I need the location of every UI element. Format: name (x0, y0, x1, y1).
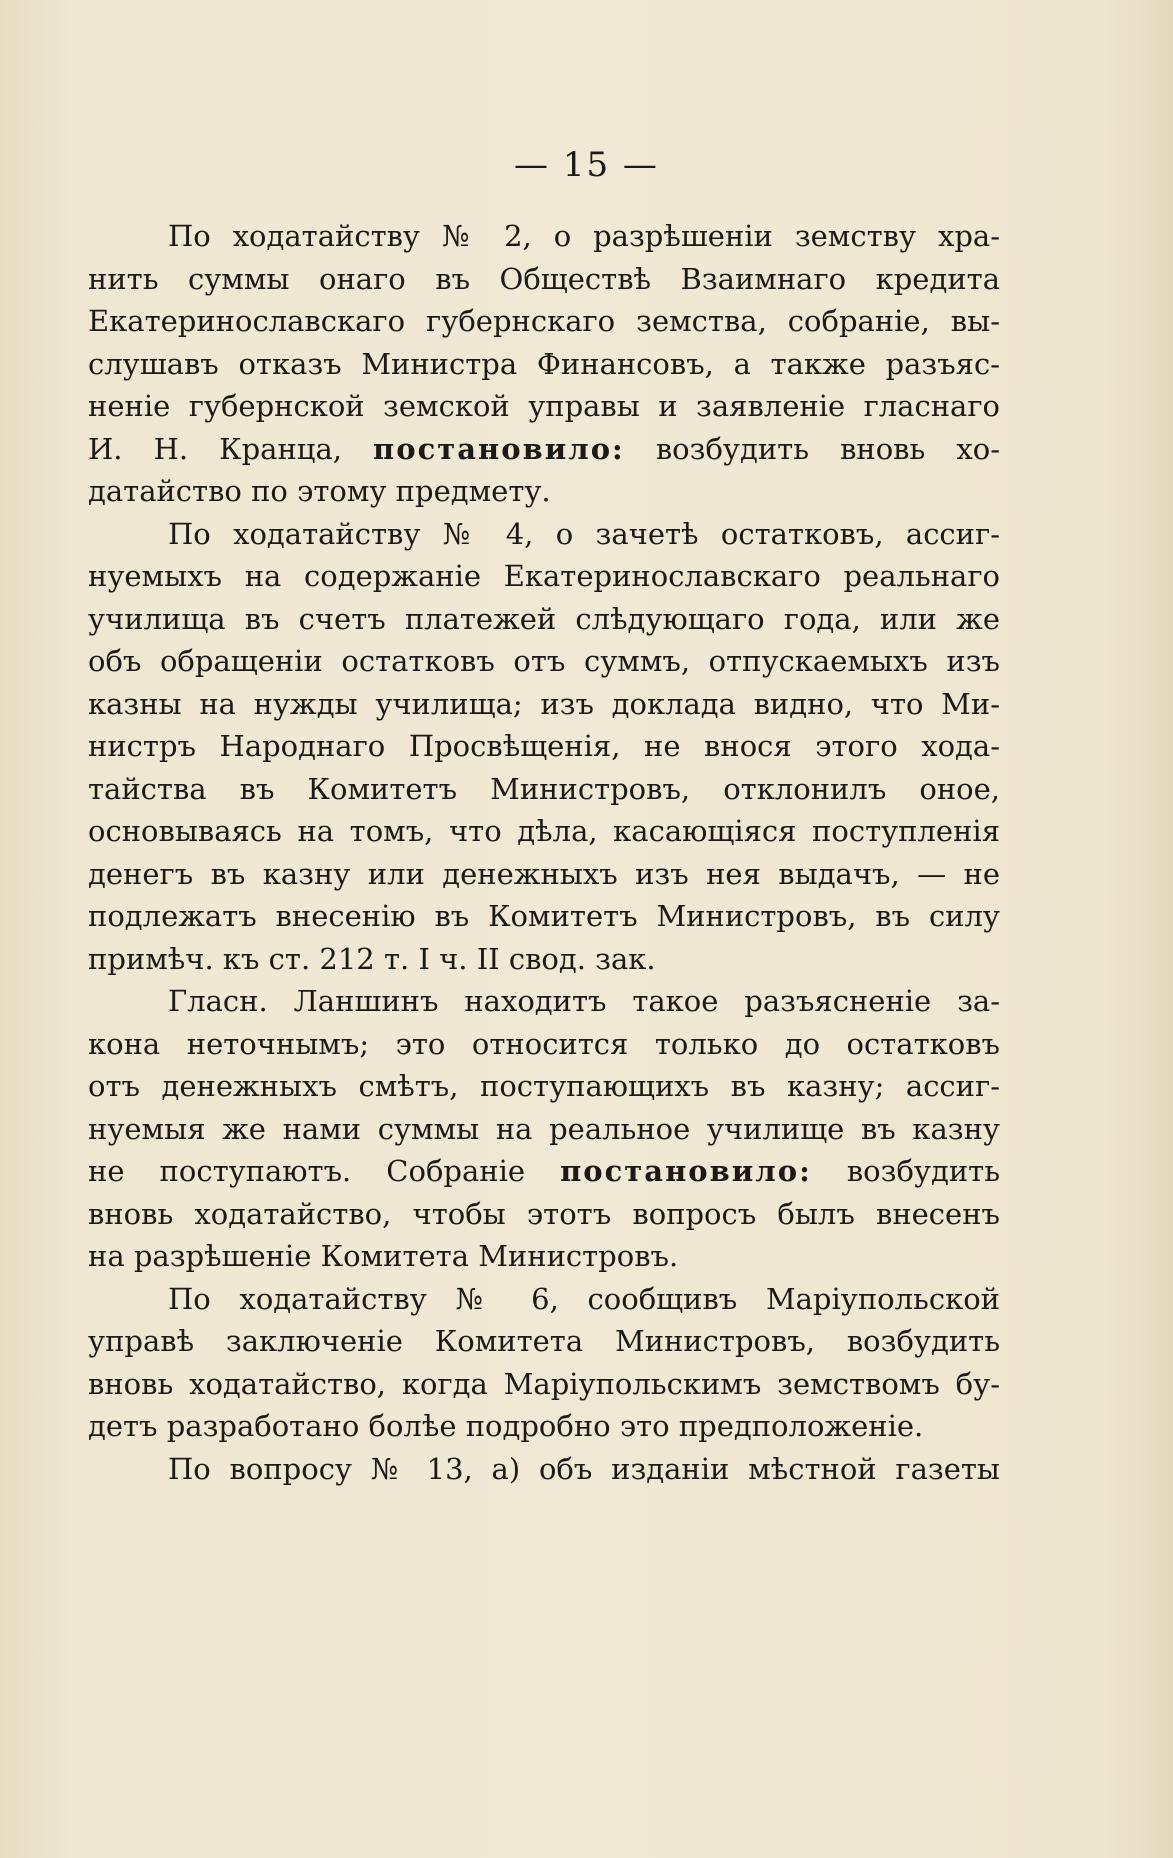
text-line: слушавъ отказъ Министра Финансовъ, а также разъяс- (88, 346, 1000, 381)
text-line: денегъ въ казну или денежныхъ изъ нея выдачъ, — не (88, 856, 1000, 891)
text-line: отъ денежныхъ смѣтъ, поступающихъ въ казну; ассиг- (88, 1069, 1000, 1103)
text-line: управѣ заключеніе Комитета Министровъ, возбудить (88, 1324, 1000, 1358)
text-line: училища въ счетъ платежей слѣдующаго года, или же (88, 601, 1000, 636)
text-line: подлежатъ внесенію въ Комитетъ Министровъ, въ силу (88, 899, 1000, 933)
text-line: нуемыхъ на содержаніе Екатеринославскаго реальнаго (88, 559, 1000, 593)
text-line (88, 1150, 1000, 1193)
paragraph-5 (88, 1448, 1000, 1491)
text-run: возбудить вновь хо- (624, 431, 1000, 466)
body-text (88, 215, 1000, 1490)
text-line (88, 428, 1000, 471)
text-line: По ходатайству № 6, сообщивъ Маріупольской (168, 1281, 1000, 1316)
text-line: примѣч. къ ст. 212 т. I ч. II свод. зак. (88, 941, 656, 976)
text-line: По вопросу № 13, а) объ изданіи мѣстной газеты (168, 1451, 1000, 1486)
text-line: казны на нужды училища; изъ доклада видно, что Ми- (88, 686, 1000, 721)
paragraph-2 (88, 513, 1000, 981)
text-line: детъ разработано болѣе подробно это предположеніе. (88, 1409, 924, 1443)
page-number: — 15 — (514, 145, 659, 185)
paragraph-1 (88, 215, 1000, 513)
text-line: вновь ходатайство, когда Маріупольскимъ земствомъ бу- (88, 1366, 1000, 1401)
paragraph-4 (88, 1278, 1000, 1448)
text-line: Екатеринославскаго губернскаго земства, собраніе, вы- (88, 304, 1000, 338)
paragraph-3 (88, 980, 1000, 1278)
text-line: Гласн. Ланшинъ находитъ такое разъясненіе за- (168, 984, 1000, 1018)
text-line: вновь ходатайство, чтобы этотъ вопросъ былъ внесенъ (88, 1196, 1000, 1231)
resolution-keyword: постановило: (560, 1154, 812, 1188)
text-line: основываясь на томъ, что дѣла, касающіяся поступленія (88, 814, 1000, 848)
text-line: датайство по этому предмету. (88, 474, 551, 508)
text-line: на разрѣшеніе Комитета Министровъ. (88, 1239, 679, 1273)
text-line: тайства въ Комитетъ Министровъ, отклонилъ оное, (88, 771, 1000, 806)
text-line: По ходатайству № 4, о зачетѣ остатковъ, ассиг- (168, 516, 1000, 551)
text-line: неніе губернской земской управы и заявленіе гласнаго (88, 389, 1000, 423)
text-line: объ обращеніи остатковъ отъ суммъ, отпускаемыхъ изъ (88, 644, 1000, 678)
text-line: кона неточнымъ; это относится только до остатковъ (88, 1026, 1000, 1061)
text-line: нить суммы онаго въ Обществѣ Взаимнаго кредита (88, 261, 1000, 296)
text-line: нистръ Народнаго Просвѣщенія, не внося этого хода- (88, 729, 1000, 763)
text-line: По ходатайству № 2, о разрѣшеніи земству хра- (168, 219, 1000, 253)
resolution-keyword: постановило: (373, 431, 625, 466)
text-line: нуемыя же нами суммы на реальное училище въ казну (88, 1111, 1000, 1146)
text-run: не поступаютъ. Собраніе (88, 1154, 561, 1188)
text-run: И. Н. Кранца, (88, 431, 374, 466)
text-run: возбудить (811, 1154, 1000, 1188)
